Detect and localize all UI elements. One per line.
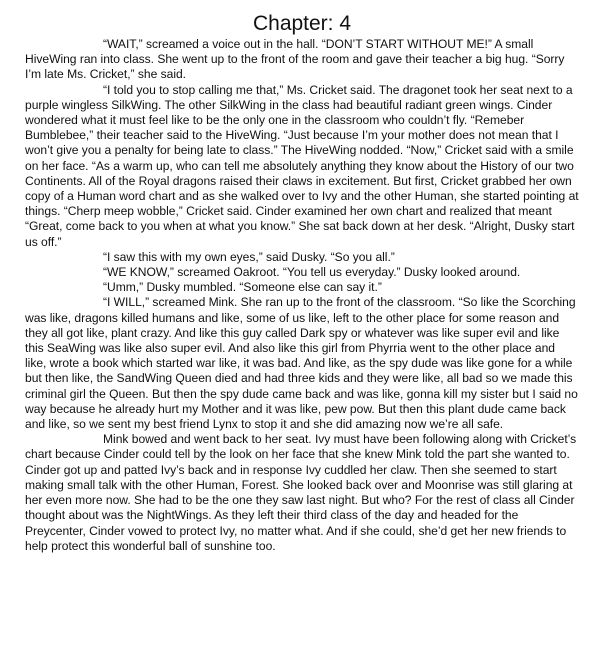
paragraph-1: “WAIT,” screamed a voice out in the hall. “DON’T START WITHOUT ME!” A small HiveWing ran into class. She went up to the front of the room and gave their teacher a big hug. “Sorry I’m late Ms. Cricket,” she said.: [25, 37, 565, 82]
paragraph-2: “I told you to stop calling me that,” Ms. Cricket said. The dragonet took her seat next to a purple wingless SilkWing. The other SilkWing in the class had beautiful radiant green wings. Cinder wondered what it must feel like to be the only one in the classroom who couldn’t fly. “Remeber Bumblebee,” their teacher said to the HiveWing. “Just because I’m your mother does not mean that I won’t give you a penalty for being late to class.” The HiveWing nodded. “Now,” Cricket said with a smile on her face. “As a warm up, who can tell me absolutely anything they know about the History of our two Continents. All of the Royal dragons raised their claws in excitement. But first, Cricket grabbed her own copy of a Human word chart and as she walked over to Ivy and the other Human, she started pointing at things. “Cherp meep wobble,” Cricket said. Cinder examined her own chart and realized that meant “Great, come back to you when at what you know.” She sat back down at her desk. “Alright, Dusky start us off.”: [25, 82, 579, 249]
paragraph-6: “I WILL,” screamed Mink. She ran up to the front of the classroom. “So like the Scorching was like, dragons killed humans and like, some of us like, left to the other place for some reason and they all got like, plant crazy. And like this guy called Dark spy or whatever was like super evil and like this SeaWing was like also super evil. And also like this girl from Phyrria went to the other place and like, wrote a book which started war like, it was bad. And like, as the spy dude was like gone for a while but then like, the SandWing Queen died and had three kids and they were like, all bad so we made this criminal girl the Queen. But then the spy dude came back and was like, gonna kill my sister but I said no way because he already hurt my Mother and it was like, pew pow. But then this plant dude came back and like, so we sent my best friend Lynx to stop it and she did amazing now we’re all safe.: [25, 295, 578, 432]
paragraph-3: “I saw this with my own eyes,” said Dusky. “So you all.”: [103, 249, 395, 264]
chapter-title: Chapter: 4: [252, 12, 352, 35]
paragraph-7: Mink bowed and went back to her seat. Ivy must have been following along with Cricket’s chart because Cinder could tell by the look on her face that she knew Mink told the part she wanted to. Cinder got up and patted Ivy’s back and in response Ivy cuddled her claw. Then she seemed to start making small talk with the other Human, Forest. She looked back over and Moonrise was still glaring at her even more now. She had to be the one they saw last night. But who? For the rest of class all Cinder thought about was the NightWings. As they left their third class of the day and headed for the Preycenter, Cinder vowed to protect Ivy, no matter what. And if she could, she’d get her new friends to help protect this wonderful ball of sunshine too.: [25, 432, 577, 553]
paragraph-5: “Umm,” Dusky mumbled. “Someone else can say it.”: [103, 280, 382, 295]
paragraph-4: “WE KNOW,” screamed Oakroot. “You tell us everyday.” Dusky looked around.: [103, 265, 521, 280]
